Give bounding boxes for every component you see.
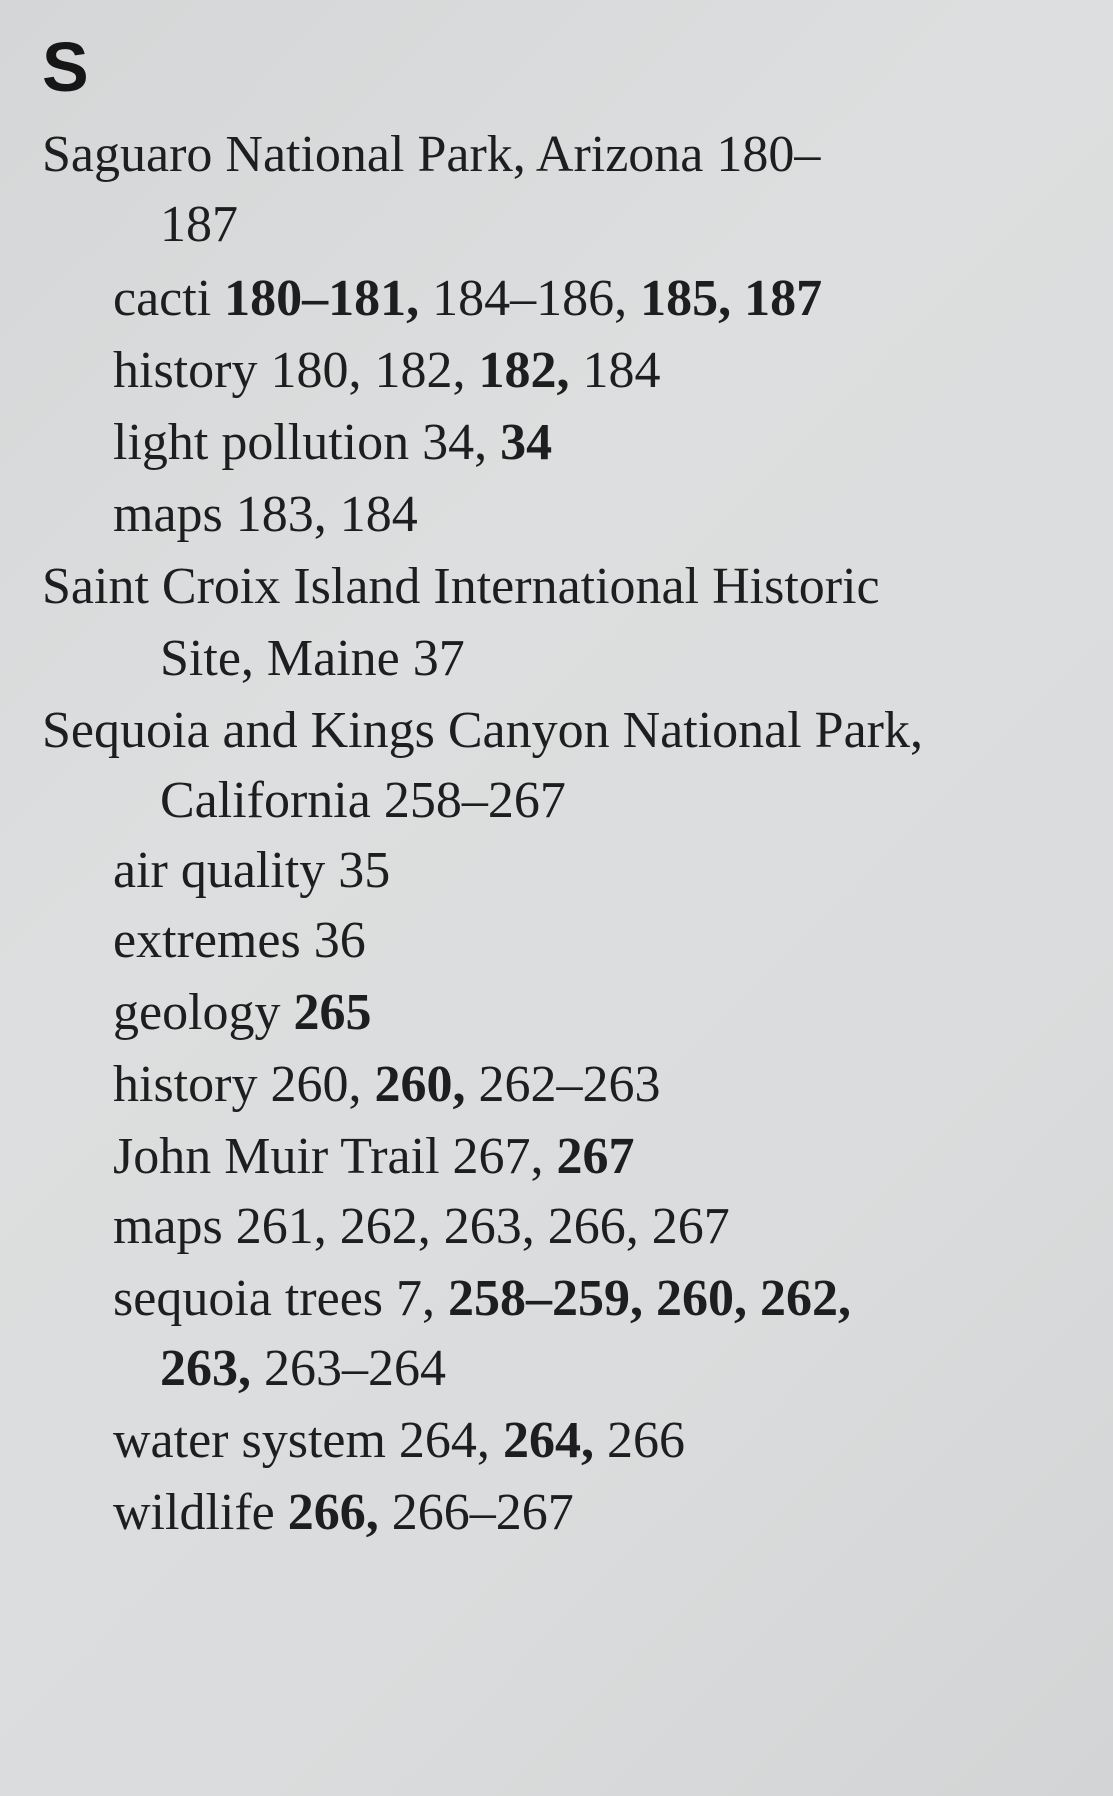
index-text: sequoia trees 7, [113, 1270, 449, 1327]
bold-page-ref: 266, [287, 1484, 379, 1541]
index-subentry [113, 412, 552, 474]
index-text: maps 183, 184 [113, 486, 418, 543]
index-subentry [113, 268, 822, 330]
index-text: geology [113, 984, 294, 1041]
bold-page-ref: 263, [160, 1340, 251, 1397]
bold-page-ref: 180–181, [224, 270, 420, 327]
index-entry-continuation [160, 194, 238, 256]
index-text: 266 [593, 1412, 685, 1469]
index-text: 184–186, [419, 270, 641, 327]
index-subentry [113, 1054, 660, 1116]
index-text: maps 261, 262, 263, 266, 267 [113, 1198, 730, 1255]
bold-page-ref: 265 [293, 984, 372, 1041]
index-text: 262–263 [465, 1056, 661, 1113]
bold-page-ref: 264, [502, 1412, 594, 1469]
index-entry-continuation [160, 1338, 446, 1400]
index-subentry [113, 1268, 851, 1330]
bold-page-ref: 182, [478, 342, 570, 399]
bold-page-ref: 258–259, 260, 262, [448, 1270, 852, 1327]
bold-page-ref: 260, [374, 1056, 466, 1113]
index-subentry [113, 1482, 574, 1544]
index-text: history 180, 182, [113, 342, 479, 399]
index-entry [42, 556, 880, 618]
index-subentry [113, 910, 366, 972]
index-text: California 258–267 [160, 772, 566, 829]
index-text: 187 [160, 196, 238, 253]
index-text: history 260, [113, 1056, 375, 1113]
index-subentry [113, 340, 660, 402]
index-text: Saint Croix Island International Historic [42, 558, 880, 615]
index-text: 184 [569, 342, 661, 399]
index-subentry [113, 1126, 635, 1188]
index-entry [42, 700, 923, 762]
index-text: 263–264 [251, 1340, 446, 1397]
index-entry-continuation [160, 770, 566, 832]
index-text: Site, Maine 37 [160, 630, 465, 687]
index-subentry [113, 982, 372, 1044]
index-subentry [113, 1410, 685, 1472]
index-text: cacti [113, 270, 225, 327]
bold-page-ref: 34 [500, 414, 553, 471]
index-text: Saguaro National Park, Arizona 180– [42, 126, 821, 183]
section-letter: S [42, 28, 89, 106]
index-text: water system 264, [113, 1412, 503, 1469]
index-entry-continuation [160, 628, 465, 690]
index-text: extremes 36 [113, 912, 366, 969]
index-text: Sequoia and Kings Canyon National Park, [42, 702, 923, 759]
bold-page-ref: 267 [556, 1128, 635, 1185]
index-text: John Muir Trail 267, [113, 1128, 557, 1185]
index-subentry [113, 840, 390, 902]
index-subentry [113, 1196, 730, 1258]
index-entry [42, 124, 820, 186]
bold-page-ref: 185, 187 [640, 270, 823, 327]
index-text: wildlife [113, 1484, 288, 1541]
index-subentry [113, 484, 418, 546]
index-text: light pollution 34, [113, 414, 501, 471]
index-text: 266–267 [378, 1484, 574, 1541]
index-text: air quality 35 [113, 842, 391, 899]
